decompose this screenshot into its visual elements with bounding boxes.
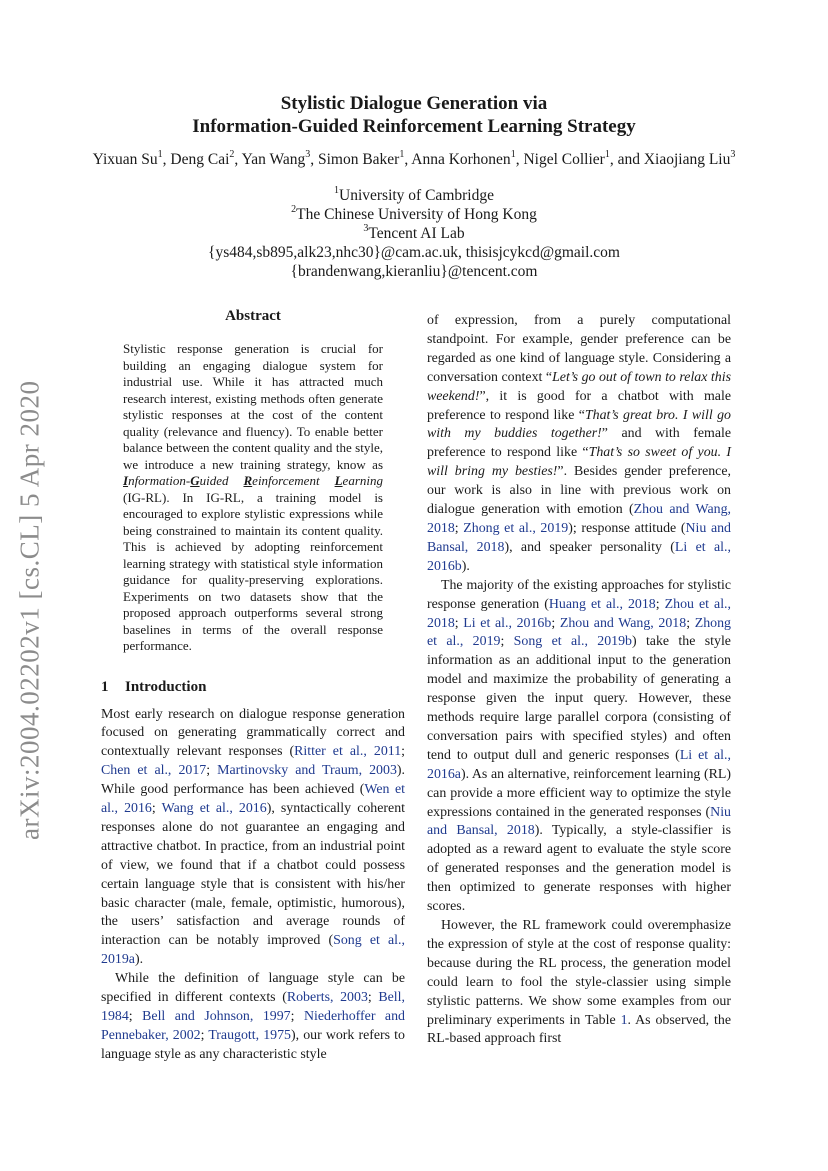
body-paragraph [427, 312, 731, 577]
text-run: ), our work refers to language style as any characteristic style [101, 1027, 405, 1062]
text-run: ). Typically, a style-classifier is adopted as a reward agent to evaluate the style score of generated responses and the generation model is then optimized to generate responses with higher scores. [427, 823, 732, 915]
text-run: ; [401, 744, 405, 760]
text-run: ). [461, 558, 470, 574]
citation-link[interactable]: Bell, 1984 [101, 990, 405, 1024]
emphasized-text: nformation- [128, 473, 191, 488]
affiliations [0, 186, 828, 281]
citation-link[interactable]: Song et al., 2019b [513, 634, 632, 650]
text-run: ; [200, 1027, 209, 1043]
citation-link[interactable]: Roberts, 2003 [286, 990, 368, 1006]
citation-link[interactable]: Wang et al., 2016 [161, 801, 267, 817]
text-run: ; [290, 1009, 304, 1024]
citation-link[interactable]: Traugott, 1975 [208, 1027, 292, 1043]
text-run: ; [655, 596, 665, 612]
text-run: ; [367, 990, 379, 1006]
citation-link[interactable]: Zhou and Wang, 2018 [427, 502, 731, 536]
text-run: ). [134, 952, 144, 968]
text-run: ”, it is good for a chatbot with male preference to respond like “ [427, 388, 731, 423]
acronym-letter: G [190, 473, 200, 488]
citation-link[interactable]: Huang et al., 2018 [548, 596, 656, 612]
body-paragraph [101, 970, 405, 1065]
emphasized-text: einforcement [252, 473, 335, 488]
emphasized-text: Let’s go out of town to relax this weekend! [427, 369, 731, 404]
text-run: ) take the style information as an additional input to the generation model and maximize the probability of generating a response given the input query. However, these methods require large parallel corpora (consisting of conversation pairs with specified styles) and often tend to output dull and generic responses ( [427, 634, 731, 763]
author: Nigel Collier$^1$, and [523, 148, 644, 168]
text-run: ; [128, 1009, 143, 1024]
citation-link[interactable]: Song et al., 2019a [101, 933, 405, 968]
author: Deng Cai$^2$, [170, 148, 242, 168]
text-run: ). While good performance has been achieved ( [101, 763, 405, 798]
text-run: ”. Besides gender preference, our work is also in line with previous work on dialogue generation with emotion ( [427, 464, 731, 518]
text-run: of expression, from a purely computational standpoint. For example, gender preference can be regarded as one kind of language style. Considering a conversation context “ [427, 313, 731, 385]
acronym-letter: L [334, 473, 343, 488]
body-paragraph [427, 917, 731, 1049]
text-run: ; [686, 615, 695, 631]
text-run: ; [454, 615, 464, 631]
author: Simon Baker$^1$, [317, 148, 412, 168]
citation-link[interactable]: Zhou et al., 2018 [427, 596, 732, 631]
paper-title [0, 92, 828, 138]
text-run: . As observed, the RL-based approach first [427, 1012, 731, 1047]
right-column [427, 312, 731, 1049]
text-run: ; [551, 615, 560, 631]
email-line: {brandenwang,kieranliu}@tencent.com [290, 263, 538, 280]
text-run: ), syntactically coherent responses alone do not guarantee an engaging and attractive chatbot. In practice, from an industrial point of view, we found that if a chatbot could possess certain language style that is consistent with his/her basic character (male, female, optimistic, humorous), the users’ satisfaction and average rounds of interaction can be notably improved ( [101, 801, 406, 949]
text-run: However, the RL framework could overemphasize the expression of style at the cost of response quality: because during the RL process, the generation model could learn to fool the style-classier using simple stylistic patterns. We show some examples from our preliminary experiments in Table [427, 918, 731, 1028]
author: Yixuan Su$^1$, [92, 148, 171, 168]
citation-link[interactable]: 1 [620, 1012, 628, 1028]
affiliation: $^2$The Chinese University of Hong Kong [291, 203, 537, 223]
text-run: Stylistic response generation is crucial for building an engaging dialogue system for industrial use. While it has attracted much research interest, existing methods often generate stylistic responses at the cost of the content quality (relevance and fluency). To enable better balance between the content quality and the style, we introduce a new training strategy, know as [123, 341, 383, 472]
citation-link[interactable]: Wen et al., 2016 [101, 782, 405, 817]
citation-link[interactable]: Niederhoffer and Pennebaker, 2002 [101, 1009, 405, 1043]
citation-link[interactable]: Ritter et al., 2011 [294, 744, 402, 760]
text-run: ); response attitude ( [568, 520, 686, 536]
text-run: ). As an alternative, reinforcement learning (RL) can provide a more efficient way to optimize the style expressions contained in the generated responses ( [427, 766, 731, 820]
text-run: Most early research on dialogue response generation focused on generating grammatically correct and contextually relevant responses ( [101, 706, 405, 760]
body-paragraph [101, 706, 405, 971]
citation-link[interactable]: Zhong et al., 2019 [427, 615, 731, 650]
emphasized-text: That’s great bro. I will go with my buddies together! [427, 407, 731, 442]
email-line: {ys484,sb895,alk23,nhc30}@cam.ac.uk, thisisjcykcd@gmail.com [208, 244, 620, 261]
affiliation: $^3$Tencent AI Lab [363, 222, 465, 242]
text-run: ; [500, 634, 514, 650]
emphasized-text: uided [199, 473, 244, 488]
citation-link[interactable]: Zhong et al., 2019 [463, 520, 569, 536]
text-run: ; [454, 520, 464, 536]
citation-link[interactable]: Chen et al., 2017 [101, 763, 207, 779]
affiliation: $^1$University of Cambridge [334, 184, 494, 204]
author: Yan Wang$^3$, [241, 148, 318, 168]
author-list [0, 150, 828, 170]
abstract-text [123, 341, 383, 655]
text-run: ), and speaker personality ( [504, 539, 675, 555]
left-column [101, 308, 405, 1065]
text-run: The majority of the existing approaches for stylistic response generation ( [427, 577, 731, 612]
section-heading: 1 Introduction [101, 678, 207, 695]
citation-link[interactable]: Zhou and Wang, 2018 [559, 615, 687, 631]
citation-link[interactable]: Li et al., 2016b [427, 539, 731, 574]
citation-link[interactable]: Bell and Johnson, 1997 [142, 1009, 291, 1024]
title-line-1: Stylistic Dialogue Generation via [280, 93, 548, 114]
title-line-2: Information-Guided Reinforcement Learning Strategy [192, 116, 636, 137]
author: Xiaojiang Liu$^3$ [643, 148, 736, 168]
text-run: ; [206, 763, 218, 779]
citation-link[interactable]: Niu and Bansal, 2018 [427, 804, 731, 839]
citation-link[interactable]: Martinovsky and Traum, 2003 [217, 763, 397, 779]
text-run: While the definition of language style can be specified in different contexts ( [101, 971, 405, 1006]
acronym-letter: R [243, 473, 253, 488]
text-run: (IG-RL). In IG-RL, a training model is encouraged to explore stylistic expressions while being constrained to maintain its content quality. This is achieved by adopting reinforcement learning strategy with statistical style information guidance for quality-preserving explorations. Experiments on two datasets show that the proposed approach outperforms several strong baselines in terms of the overall response performance. [123, 489, 383, 653]
citation-link[interactable]: Li et al., 2016b [463, 615, 552, 631]
body-paragraph [427, 577, 731, 917]
abstract-heading: Abstract [225, 308, 281, 324]
emphasized-text: earning [342, 473, 383, 488]
acronym-letter: I [123, 473, 129, 488]
emphasized-text: That’s so sweet of you. I will bring my besties! [427, 445, 732, 480]
citation-link[interactable]: Niu and Bansal, 2018 [427, 520, 732, 555]
text-run: ; [151, 801, 162, 817]
citation-link[interactable]: Li et al., 2016a [427, 747, 731, 782]
author: Anna Korhonen$^1$, [411, 148, 524, 168]
arxiv-identifier-stamp: arXiv:2004.02202v1 [cs.CL] 5 Apr 2020 [14, 380, 45, 840]
text-run: ” and with female preference to respond like “ [427, 426, 732, 461]
